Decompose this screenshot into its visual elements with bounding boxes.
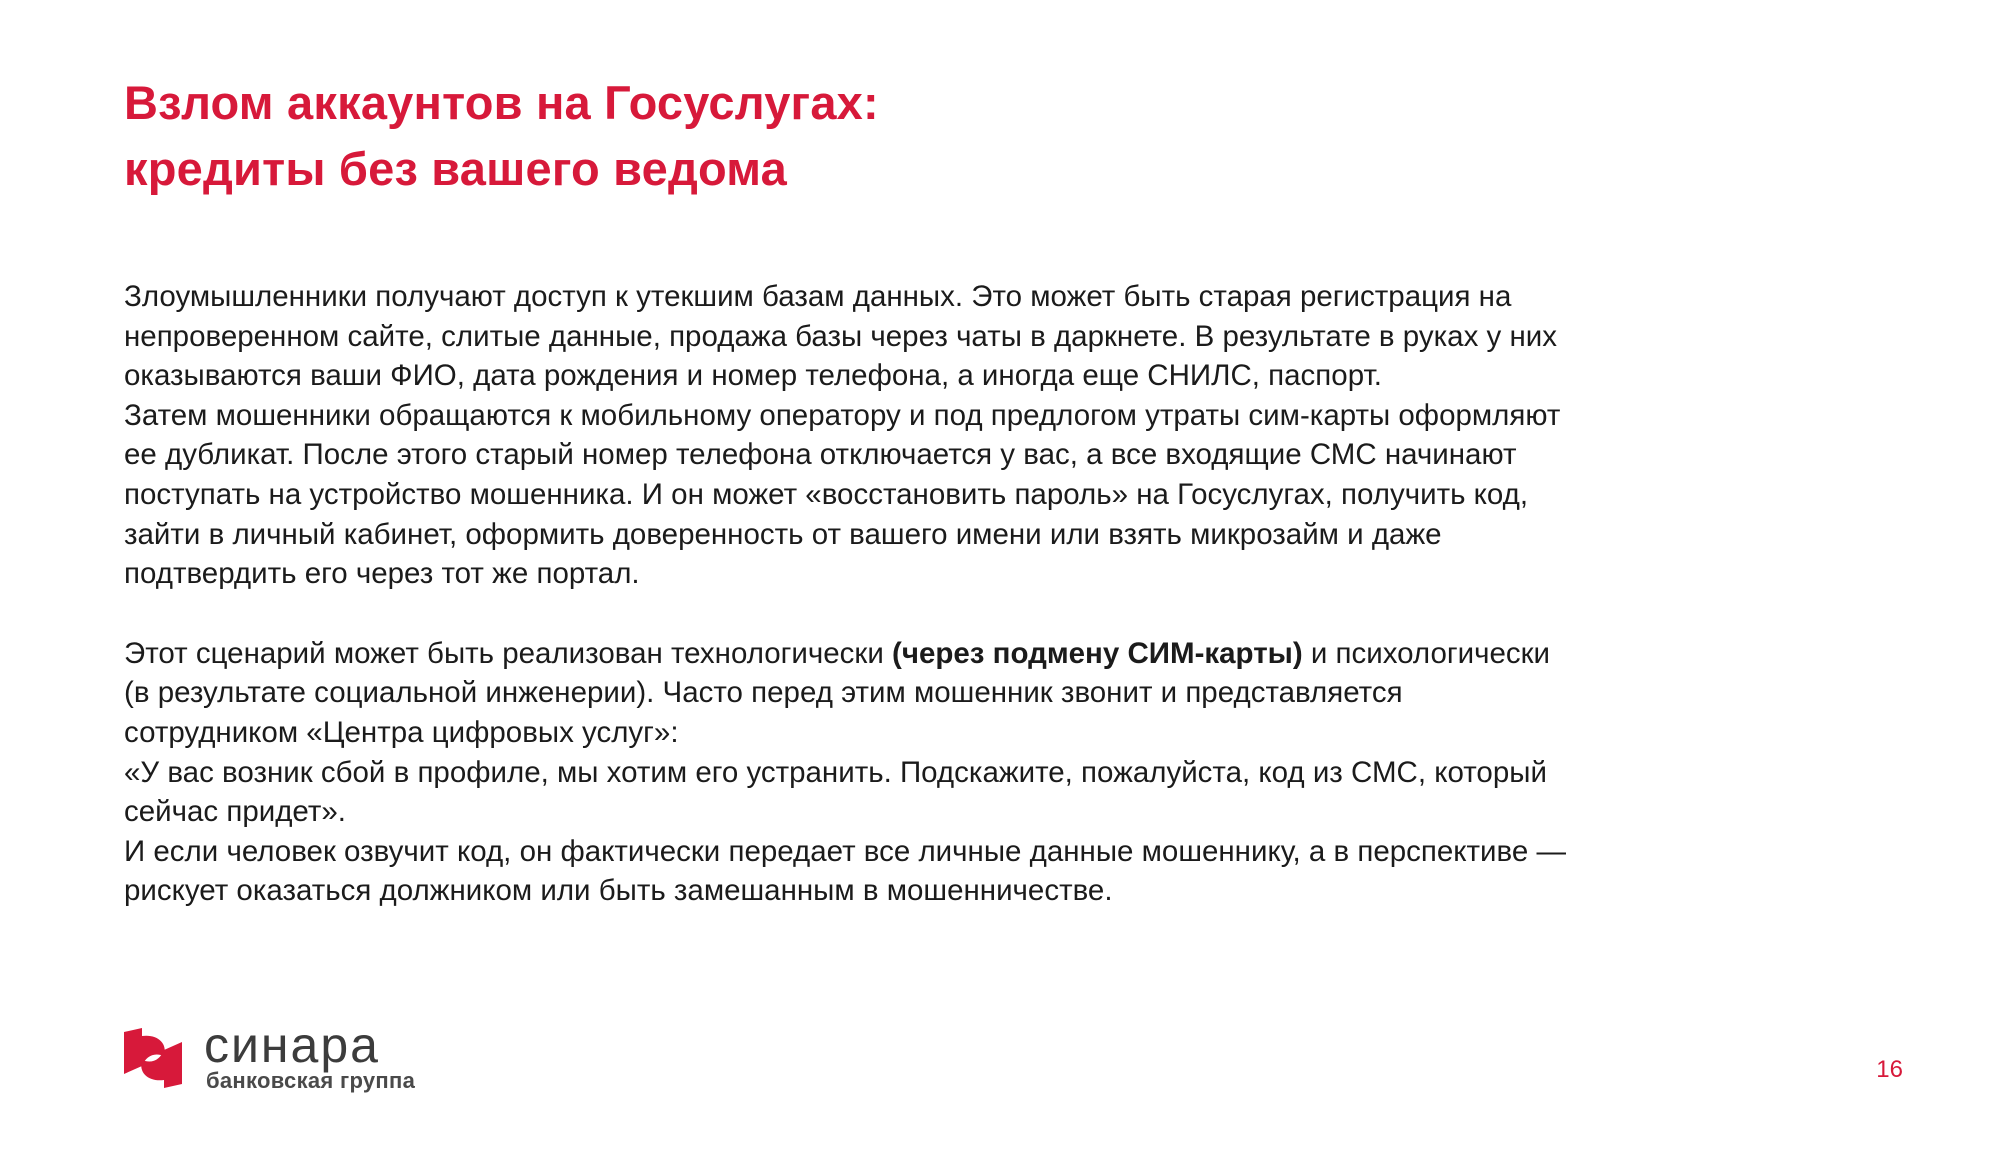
- body-line: И если человек озвучит код, он фактически передает все личные данные мошеннику, а в перспективе —: [124, 834, 1566, 868]
- body-line: «У вас возник сбой в профиле, мы хотим его устранить. Подскажите, пожалуйста, код из СМС, который: [124, 755, 1547, 789]
- body-line: зайти в личный кабинет, оформить доверенность от вашего имени или взять микрозайм и даже: [124, 517, 1442, 551]
- body-line: Затем мошенники обращаются к мобильному оператору и под предлогом утраты сим-карты оформляют: [124, 398, 1561, 432]
- bold-emphasis: (через подмену СИМ-карты): [892, 636, 1303, 670]
- sinara-logo: [124, 1017, 444, 1098]
- sinara-logo-icon: [124, 1028, 182, 1088]
- body-line: рискует оказаться должником или быть замешанным в мошенничестве.: [124, 874, 1113, 908]
- paragraph-spacer: [124, 594, 1684, 634]
- body-line: поступать на устройство мошенника. И он может «восстановить пароль» на Госуслугах, получить код,: [124, 477, 1529, 511]
- body-line: Злоумышленники получают доступ к утекшим базам данных. Это может быть старая регистрация на: [124, 280, 1512, 313]
- body-line: непроверенном сайте, слитые данные, продажа базы через чаты в даркнете. В результате в руках у них: [124, 319, 1557, 353]
- body-line: ее дубликат. После этого старый номер телефона отключается у вас, а все входящие СМС начинают: [124, 438, 1517, 472]
- slide-title: [124, 70, 879, 202]
- page-number: 16: [1876, 1056, 1903, 1083]
- slide-body: [124, 277, 1684, 911]
- slide-title-line-1: Взлом аккаунтов на Госуслугах:: [124, 76, 879, 129]
- body-line: подтвердить его через тот же портал.: [124, 557, 640, 591]
- slide-title-line-2: кредиты без вашего ведома: [124, 142, 787, 195]
- logo-name: синара: [204, 1017, 380, 1073]
- body-line: (в результате социальной инженерии). Часто перед этим мошенник звонит и представляется: [124, 676, 1403, 710]
- body-line: сейчас придет».: [124, 795, 346, 829]
- body-line-with-emphasis: [124, 634, 1684, 674]
- logo-subtitle: банковская группа: [206, 1068, 416, 1093]
- body-line: оказываются ваши ФИО, дата рождения и номер телефона, а иногда еще СНИЛС, паспорт.: [124, 359, 1382, 393]
- body-text: и психологически: [1302, 636, 1551, 670]
- body-text: Этот сценарий может быть реализован технологически: [124, 636, 893, 670]
- body-line: сотрудником «Центра цифровых услуг»:: [124, 715, 679, 749]
